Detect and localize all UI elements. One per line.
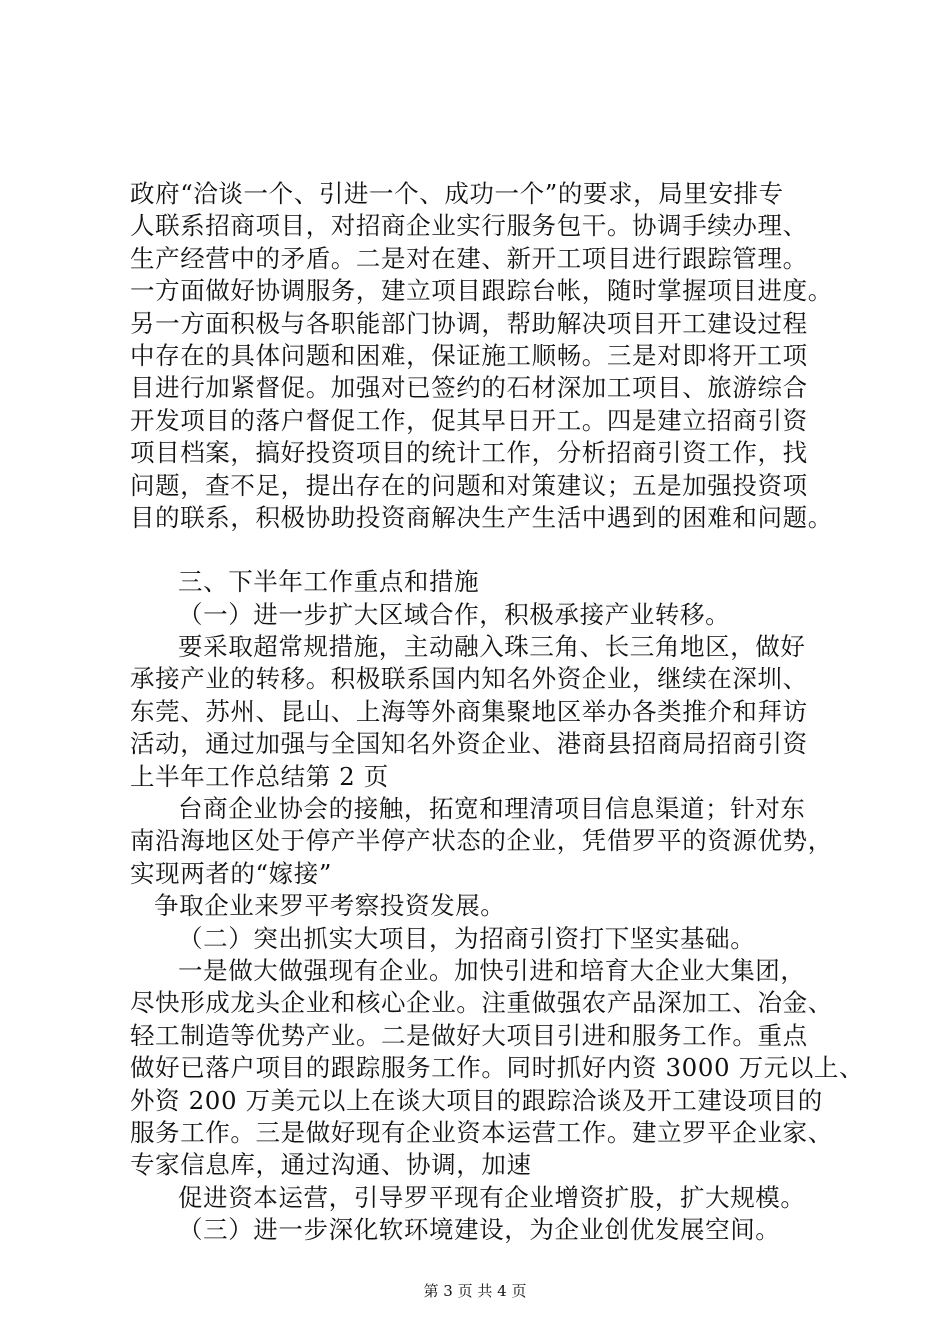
page-number-footer: 第 3 页 共 4 页 (423, 1282, 527, 1300)
text-line: 专家信息库，通过沟通、协调，加速 (130, 1150, 532, 1180)
text-line: 项目档案，搞好投资项目的统计工作，分析招商引资工作，找 (130, 438, 808, 468)
text-line: 外资 200 万美元以上在谈大项目的跟踪洽谈及开工建设项目的 (130, 1085, 823, 1115)
text-line: 服务工作。三是做好现有企业资本运营工作。建立罗平企业家、 (130, 1117, 833, 1147)
text-line: 台商企业协会的接触，拓宽和理清项目信息渠道；针对东 (178, 794, 806, 824)
text-line: 一是做大做强现有企业。加快引进和培育大企业大集团， (178, 955, 806, 985)
text-line: 开发项目的落户督促工作，促其早日开工。四是建立招商引资 (130, 405, 808, 435)
text-line: 南沿海地区处于停产半停产状态的企业，凭借罗平的资源优势， (130, 826, 833, 856)
text-line: 目的联系，积极协助投资商解决生产生活中遇到的困难和问题。 (130, 502, 833, 532)
text-line: 尽快形成龙头企业和核心企业。注重做强农产品深加工、冶金、 (130, 988, 833, 1018)
text-line: 做好已落户项目的跟踪服务工作。同时抓好内资 3000 万元以上、 (130, 1053, 865, 1083)
text-line: 上半年工作总结第 2 页 (130, 761, 389, 791)
text-line: 东莞、苏州、昆山、上海等外商集聚地区举办各类推介和拜访 (130, 696, 808, 726)
subsection-heading: （三）进一步深化软环境建设，为企业创优发展空间。 (178, 1215, 781, 1245)
text-line: 争取企业来罗平考察投资发展。 (154, 891, 506, 921)
paragraph-block (130, 793, 860, 890)
text-line: 另一方面积极与各职能部门协调，帮助解决项目开工建设过程 (130, 308, 808, 338)
text-line: 要采取超常规措施，主动融入珠三角、长三角地区，做好 (178, 632, 806, 662)
text-line: 活动，通过加强与全国知名外资企业、港商县招商局招商引资 (130, 729, 808, 759)
text-line: 人联系招商项目，对招商企业实行服务包干。协调手续办理、 (130, 211, 808, 241)
document-body (130, 178, 865, 1247)
paragraph-block (130, 955, 865, 1182)
text-line: 承接产业的转移。积极联系国内知名外资企业，继续在深圳、 (130, 664, 808, 694)
text-line: 中存在的具体问题和困难，保证施工顺畅。三是对即将开工项 (130, 340, 808, 370)
paragraph-block (130, 631, 860, 793)
subsection-heading: （二）突出抓实大项目，为招商引资打下坚实基础。 (178, 923, 756, 953)
paragraph-spacer (130, 534, 860, 566)
text-line: 政府“洽谈一个、引进一个、成功一个”的要求，局里安排专 (130, 179, 784, 208)
section-heading: 三、下半年工作重点和措施 (178, 567, 480, 597)
text-line: 一方面做好协调服务，建立项目跟踪台帐，随时掌握项目进度。 (130, 276, 833, 306)
text-line: 轻工制造等优势产业。二是做好大项目引进和服务工作。重点 (130, 1020, 808, 1050)
text-line: 目进行加紧督促。加强对已签约的石材深加工项目、旅游综合 (130, 373, 808, 403)
subsection-heading: （一）进一步扩大区域合作，积极承接产业转移。 (178, 599, 731, 629)
paragraph-block (130, 178, 860, 534)
text-line: 促进资本运营，引导罗平现有企业增资扩股，扩大规模。 (178, 1182, 806, 1212)
text-line: 问题，查不足，提出存在的问题和对策建议；五是加强投资项 (130, 470, 808, 500)
text-line: 实现两者的“嫁接” (130, 858, 332, 888)
text-line: 生产经营中的矛盾。二是对在建、新开工项目进行跟踪管理。 (130, 243, 808, 273)
